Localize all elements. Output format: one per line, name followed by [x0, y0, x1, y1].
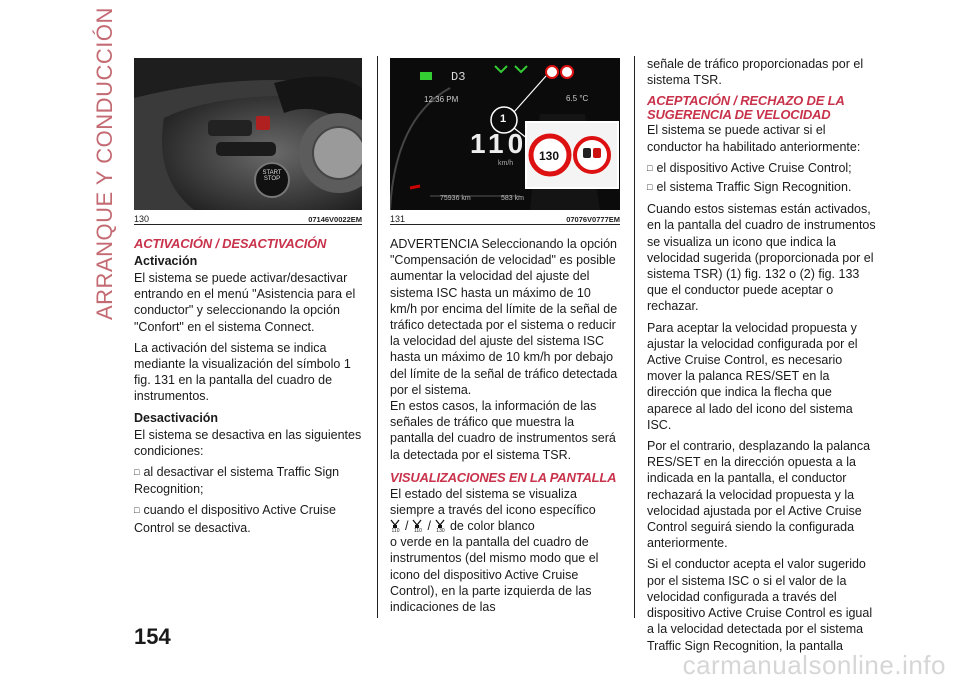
paragraph: Cuando estos sistemas están activados, en la pantalla del cuadro de instrumentos se visualiza un icono que indica la velocidad sugerida (proporcionada por el sistema TSR) (1) fig. 132 o (2) fig. 133 que el conductor puede aceptar o rechazar. — [647, 202, 876, 314]
paragraph: Por el contrario, desplazando la palanca RES/SET en la dirección opuesta a la indicada en la pantalla, el conductor rechazará la velocidad propuesta y la velocidad ajustada por el Active Cruise Control seguirá siendo la configurada anteriormente. — [647, 439, 871, 551]
figure-130-steering-wheel — [134, 58, 362, 210]
column-3 — [647, 56, 879, 659]
figure-number: 131 — [390, 214, 406, 224]
warning-paragraph: ADVERTENCIA Seleccionando la opción "Compensación de velocidad" es posible aumentar la velocidad del ajuste del sistema ISC hasta un máximo de 10 km/h por encima del límite de la señal de tráfico detectada por el sistema o reducir la velocidad del ajuste del sistema ISC hasta un máximo de 10 km/h por debajo del límite de la señal de tráfico detectada por el sistema. — [390, 237, 618, 397]
speed-limit-sign: 130 — [539, 149, 560, 163]
figure-number: 130 — [134, 214, 150, 224]
column-1 — [134, 237, 362, 541]
bullet-item: □ el dispositivo Active Cruise Control; — [647, 160, 879, 177]
bullet-item: □ el sistema Traffic Sign Recognition. — [647, 179, 879, 196]
figure-131-caption — [390, 210, 620, 225]
steering-wheel-illustration — [134, 58, 362, 210]
column-divider — [377, 56, 378, 618]
column-divider — [634, 56, 635, 618]
gear-indicator: D3 — [451, 70, 466, 84]
separator: / — [427, 519, 431, 534]
isc-icon: 110 — [390, 519, 401, 534]
start-label: START — [262, 170, 282, 176]
subheading-deactivation: Desactivación — [134, 410, 219, 425]
stop-label: STOP — [263, 176, 281, 182]
figure-130-caption — [134, 210, 362, 225]
icon-row — [390, 518, 620, 534]
figure-code: 07146V0022EM — [308, 215, 362, 224]
heading-activation: ACTIVACIÓN / DESACTIVACIÓN — [134, 236, 327, 251]
figure-code: 07076V0777EM — [566, 215, 620, 224]
temperature-readout: 6.5 °C — [566, 94, 589, 103]
clock-readout: 12:36 PM — [424, 95, 459, 104]
figure-131-instrument-cluster — [390, 58, 620, 210]
odometer-readout: 75936 km — [440, 195, 471, 202]
paragraph: Si el conductor acepta el valor sugerido por el sistema ISC o si el valor de la velocidad configurada a través del dispositivo Active Cruise Control es igual a la velocidad detectada por el sistema Traffic Sign Recognition, la pantalla — [647, 557, 873, 653]
section-title: ARRANQUE Y CONDUCCIÓN — [92, 7, 117, 320]
isc-icon: 130 — [435, 519, 446, 534]
separator: / — [405, 519, 409, 534]
paragraph: El sistema se puede activar si el conductor ha habilitado anteriormente: — [647, 123, 861, 154]
watermark: carmanualsonline.info — [682, 650, 946, 680]
paragraph: La activación del sistema se indica mediante la visualización del símbolo 1 fig. 131 en la pantalla del cuadro de instrumentos. — [134, 340, 351, 404]
paragraph-continuation: de color blanco — [449, 519, 535, 534]
paragraph: Para aceptar la velocidad propuesta y ajustar la velocidad configurada por el Active Cruise Control, es necesario mover la palanca RES/SET en la dirección que indica la flecha que aparece al lado del icono del sistema ISC. — [647, 320, 858, 432]
paragraph: señale de tráfico proporcionadas por el sistema TSR. — [647, 57, 864, 88]
bullet-item: □ cuando el dispositivo Active Cruise Control se desactiva. — [134, 502, 362, 535]
callout-number: 1 — [500, 113, 507, 125]
range-readout: 583 km — [501, 195, 524, 202]
paragraph: En estos casos, la información de las señales de tráfico que muestra la pantalla del cuadro de instrumentos será la detectada por el sistema TSR. — [390, 399, 616, 462]
heading-acceptance: ACEPTACIÓN / RECHAZO DE LA SUGERENCIA DE VELOCIDAD — [647, 93, 845, 123]
speed-readout: 110 — [470, 128, 528, 159]
paragraph: El estado del sistema se visualiza siempre a través del icono específico — [390, 486, 596, 518]
paragraph: El sistema se desactiva en las siguientes condiciones: — [134, 427, 362, 458]
column-2 — [390, 236, 620, 620]
paragraph: o verde en la pantalla del cuadro de instrumentos (del mismo modo que el icono del dispositivo Active Cruise Control), en la parte izquierda de las indicaciones de las — [390, 535, 599, 615]
paragraph: El sistema se puede activar/desactivar entrando en el menú "Asistencia para el conductor" y seleccionando la opción "Confort" en el sistema Connect. — [134, 271, 356, 334]
heading-displays: VISUALIZACIONES EN LA PANTALLA — [390, 469, 617, 485]
subheading-activation: Activación — [134, 254, 198, 268]
isc-icon: 110 — [412, 519, 423, 534]
speed-unit: km/h — [498, 160, 514, 167]
page-number: 154 — [134, 624, 171, 649]
bullet-item: □ al desactivar el sistema Traffic Sign Recognition; — [134, 464, 362, 497]
